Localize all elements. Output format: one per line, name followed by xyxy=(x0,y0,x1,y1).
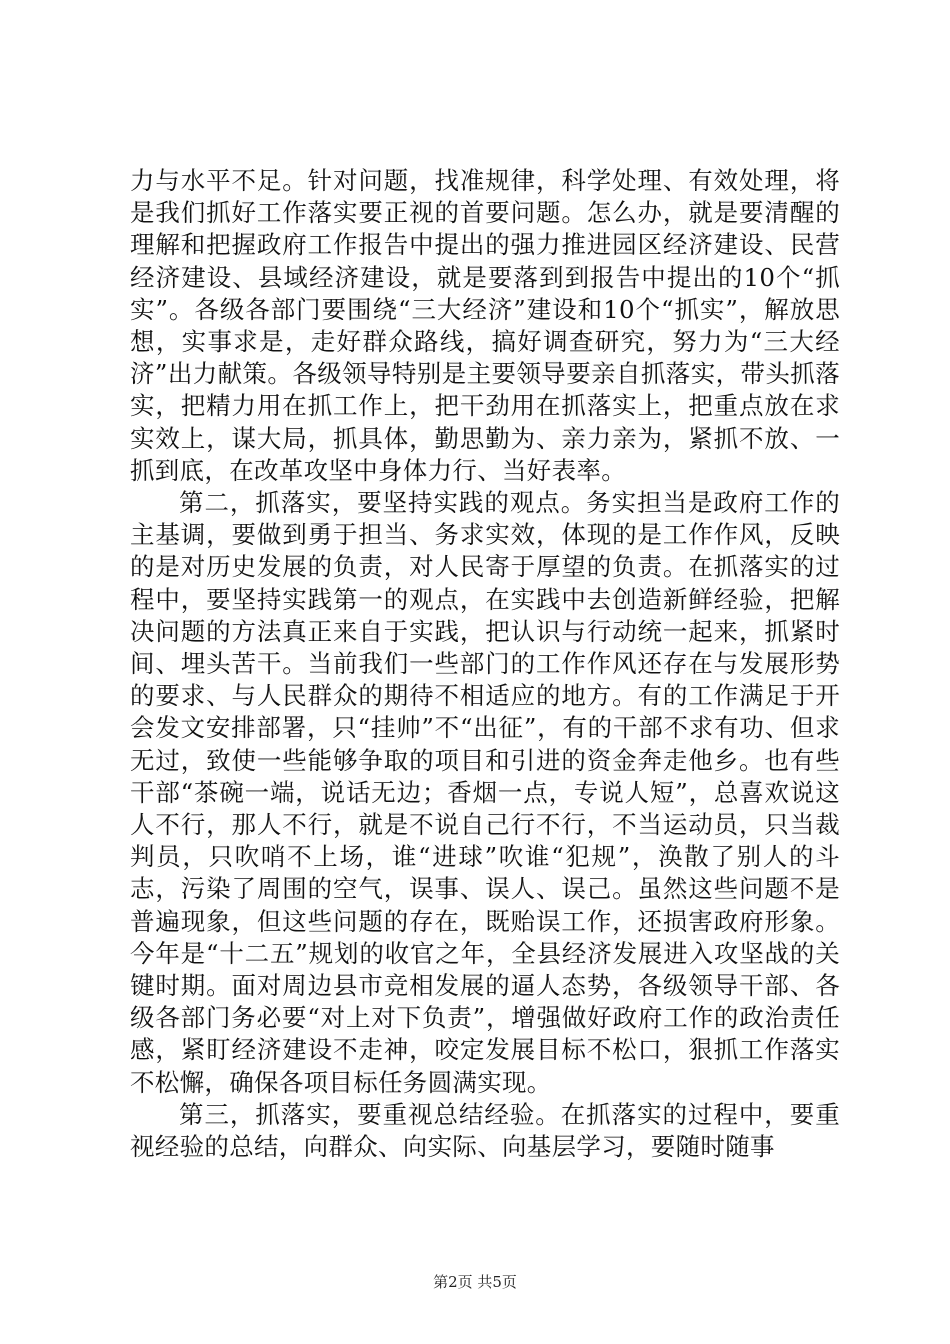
document-body xyxy=(130,165,840,1163)
paragraph-3: 第三，抓落实，要重视总结经验。在抓落实的过程中，要重视经验的总结，向群众、向实际、向基层学习，要随时随事 xyxy=(130,1099,840,1162)
page-number-footer: 第2页 共5页 xyxy=(433,1273,517,1291)
paragraph-1: 力与水平不足。针对问题，找准规律，科学处理、有效处理，将是我们抓好工作落实要正视的首要问题。怎么办，就是要清醒的理解和把握政府工作报告中提出的强力推进园区经济建设、民营经济建设、县域经济建设，就是要落到到报告中提出的10个“抓实”。各级各部门要围绕“三大经济”建设和10个“抓实”，解放思想，实事求是，走好群众路线，搞好调查研究，努力为“三大经济”出力献策。各级领导特别是主要领导要亲自抓落实，带头抓落实，把精力用在抓工作上，把干劲用在抓落实上，把重点放在求实效上，谋大局，抓具体，勤思勤为、亲力亲为，紧抓不放、一抓到底，在改革攻坚中身体力行、当好表率。 xyxy=(130,166,840,485)
paragraph-2: 第二，抓落实，要坚持实践的观点。务实担当是政府工作的主基调，要做到勇于担当、务求实效，体现的是工作作风，反映的是对历史发展的负责，对人民寄于厚望的负责。在抓落实的过程中，要坚持实践第一的观点，在实践中去创造新鲜经验，把解决问题的方法真正来自于实践，把认识与行动统一起来，抓紧时间、埋头苦干。当前我们一些部门的工作作风还存在与发展形势的要求、与人民群众的期待不相适应的地方。有的工作满足于开会发文安排部署，只“挂帅”不“出征”，有的干部不求有功、但求无过，致使一些能够争取的项目和引进的资金奔走他乡。也有些干部“茶碗一端，说话无边；香烟一点，专说人短”，总喜欢说这人不行，那人不行，就是不说自己行不行，不当运动员，只当裁判员，只吹哨不上场，谁“进球”吹谁“犯规”，涣散了别人的斗志，污染了周围的空气，误事、误人、误己。虽然这些问题不是普遍现象，但这些问题的存在，既贻误工作，还损害政府形象。今年是“十二五”规划的收官之年，全县经济发展进入攻坚战的关键时期。面对周边县市竞相发展的逼人态势，各级领导干部、各级各部门务必要“对上对下负责”，增强做好政府工作的政治责任感，紧盯经济建设不走神，咬定发展目标不松口，狠抓工作落实不松懈，确保各项目标任务圆满实现。 xyxy=(130,488,840,1097)
